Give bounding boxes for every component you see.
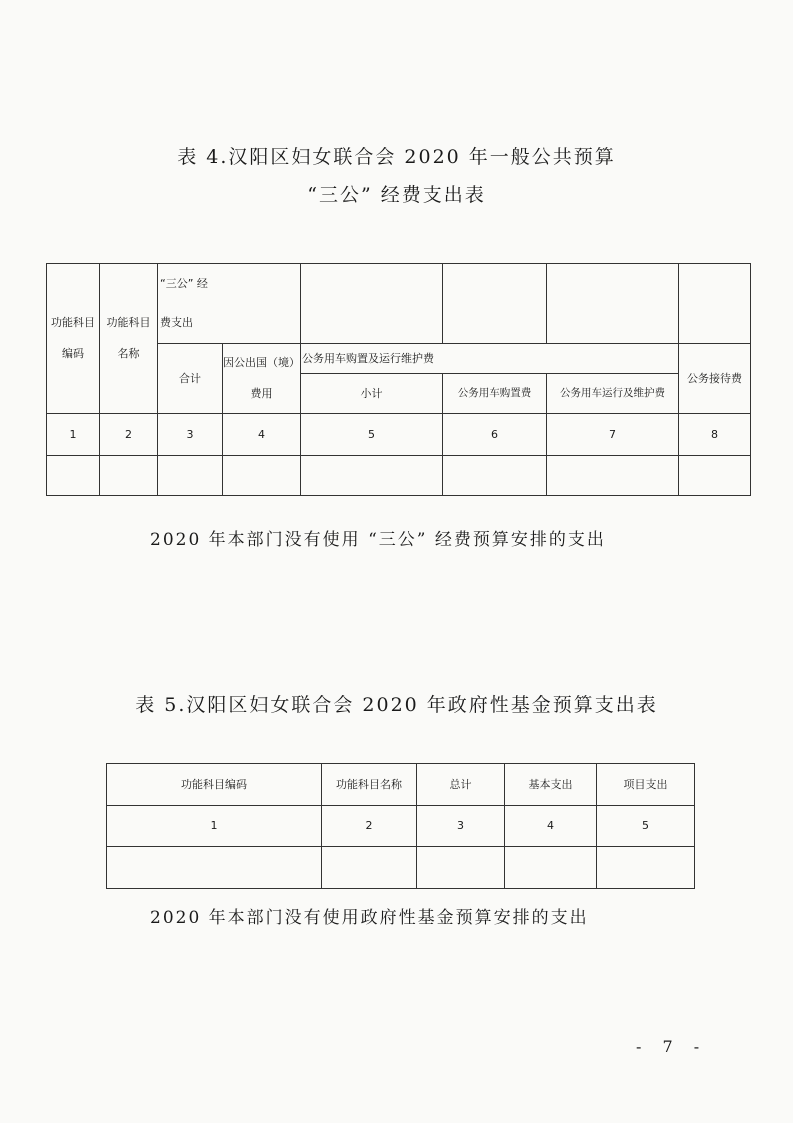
header-abroad [223, 344, 301, 414]
header-name-line2: 名称 [117, 347, 140, 361]
empty-cell [547, 456, 679, 496]
header-code-line2: 编码 [62, 347, 84, 361]
index-cell: 3 [417, 806, 505, 847]
table5 [106, 763, 695, 889]
index-cell: 2 [322, 806, 417, 847]
header-abroad-line2: 费用 [250, 387, 273, 401]
page-number: - 7 - [636, 1037, 708, 1056]
header-name: 功能科目名称 [322, 764, 417, 806]
header-blank-6 [443, 264, 547, 344]
header-blank-5 [301, 264, 443, 344]
table4-index-row [47, 414, 751, 456]
empty-cell [417, 847, 505, 889]
index-cell: 1 [47, 414, 100, 456]
table4-title-line1: 表 4.汉阳区妇女联合会 2020 年一般公共预算 [177, 146, 616, 168]
header-name [100, 264, 158, 414]
header-code: 功能科目编码 [107, 764, 322, 806]
index-cell: 7 [547, 414, 679, 456]
header-abroad-line1: 因公出国（境） [223, 356, 300, 370]
header-total: 合计 [158, 344, 223, 414]
index-cell: 5 [597, 806, 695, 847]
header-code-line1: 功能科目 [51, 316, 95, 330]
table4 [46, 263, 751, 496]
header-blank-7 [547, 264, 679, 344]
empty-cell [47, 456, 100, 496]
index-cell: 4 [505, 806, 597, 847]
empty-cell [443, 456, 547, 496]
empty-cell [158, 456, 223, 496]
empty-cell [301, 456, 443, 496]
table5-header-row [107, 764, 695, 806]
header-basic: 基本支出 [505, 764, 597, 806]
header-sangong [158, 264, 223, 344]
empty-cell [107, 847, 322, 889]
empty-cell [679, 456, 751, 496]
header-total: 总计 [417, 764, 505, 806]
header-project: 项目支出 [597, 764, 695, 806]
index-cell: 1 [107, 806, 322, 847]
index-cell: 5 [301, 414, 443, 456]
table4-note: 2020 年本部门没有使用 “三公” 经费预算安排的支出 [150, 530, 606, 550]
header-reception: 公务接待费 [679, 344, 751, 414]
header-subtotal: 小计 [301, 374, 443, 414]
header-vehicle: 公务用车购置及运行维护费 [301, 344, 679, 374]
empty-cell [505, 847, 597, 889]
header-operation: 公务用车运行及维护费 [547, 374, 679, 414]
header-name-line1: 功能科目 [106, 316, 151, 330]
table5-note: 2020 年本部门没有使用政府性基金预算安排的支出 [150, 908, 589, 928]
index-cell: 4 [223, 414, 301, 456]
header-purchase: 公务用车购置费 [443, 374, 547, 414]
table5-index-row [107, 806, 695, 847]
empty-cell [322, 847, 417, 889]
table4-empty-row [47, 456, 751, 496]
index-cell: 8 [679, 414, 751, 456]
index-cell: 6 [443, 414, 547, 456]
header-blank-4 [223, 264, 301, 344]
table5-empty-row [107, 847, 695, 889]
index-cell: 3 [158, 414, 223, 456]
empty-cell [100, 456, 158, 496]
header-code [47, 264, 100, 414]
table4-title-line2: “三公” 经费支出表 [307, 184, 486, 206]
empty-cell [223, 456, 301, 496]
header-sangong-line2: 费支出 [160, 316, 193, 329]
table5-title: 表 5.汉阳区妇女联合会 2020 年政府性基金预算支出表 [135, 694, 658, 716]
header-sangong-line1: “三公” 经 [160, 277, 208, 290]
index-cell: 2 [100, 414, 158, 456]
header-blank-8 [679, 264, 751, 344]
empty-cell [597, 847, 695, 889]
